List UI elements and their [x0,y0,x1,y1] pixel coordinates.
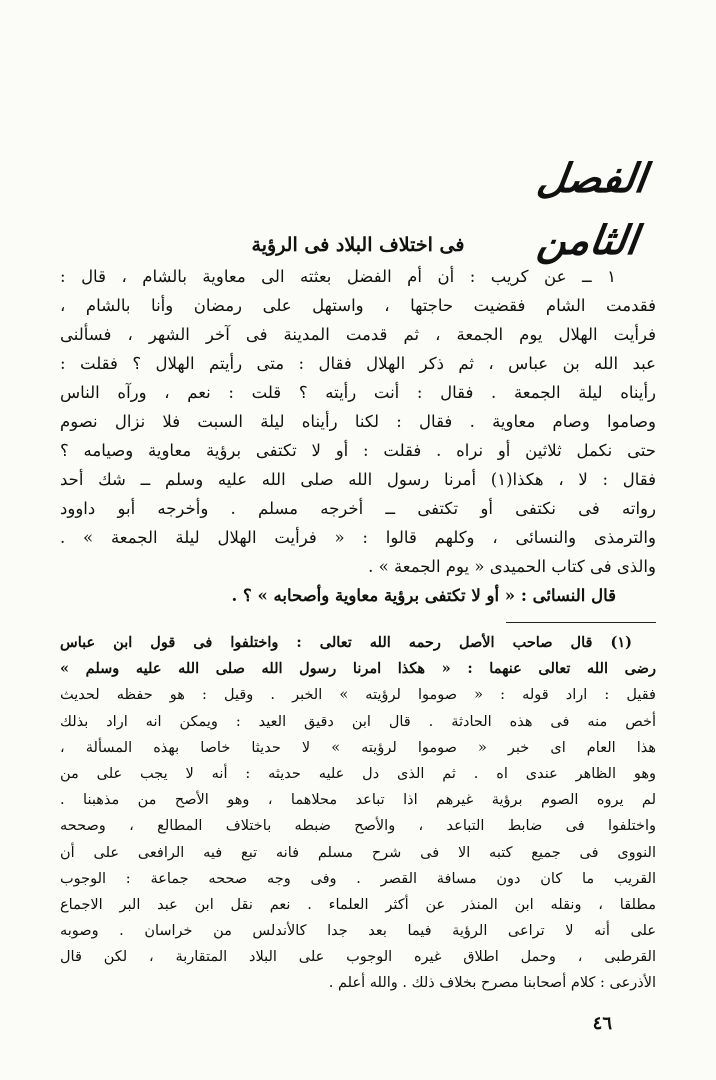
footnote-line: فقيل : اراد قوله : « صوموا لرؤيته » الخبر . وقيل : هو حفظه لحديث [60,687,656,704]
footnote-line: أخص منه فى هذه الحادثة . قال ابن دقيق العيد : ويمكن انه اراد بذلك [60,713,656,730]
footnote-line: هذا العام اى خبر « صوموا لرؤيته » لا حديثا خاصا بهذه المسألة ، [60,739,656,756]
main-text-line: قال النسائى : « أو لا تكتفى برؤية معاوية وأصحابه » ؟ . [231,586,616,605]
main-text-line: فرأيت الهلال يوم الجمعة ، ثم قدمت المدينة فى آخر الشهر ، فسألنى [60,325,656,344]
main-text-line: رأيناه ليلة الجمعة . فقال : أنت رأيته ؟ قلت : نعم ، ورآه الناس [60,383,656,402]
footnote-line: الأذرعى : كلام أصحابنا مصرح بخلاف ذلك . والله أعلم . [328,975,656,992]
footnote-line: مطلقا ، ونقله ابن المنذر عن أكثر العلماء . نعم نقل ابن عبد البر الاجماع [60,896,656,913]
main-text-line: والترمذى والنسائى ، وكلهم قالوا : « فرأيت الهلال ليلة الجمعة » . [60,528,656,547]
main-text-line: وصاموا وصام معاوية . فقال : لكنا رأيناه ليلة السبت فلا نزال نصوم [60,412,656,431]
main-text [60,262,656,610]
main-text-line: عبد الله بن عباس ، ثم ذكر الهلال فقال : متى رأيتم الهلال ؟ فقلت : [60,354,656,373]
footnote-line: وهو الظاهر عندى اه . ثم الذى دل عليه حديثه : أنه لا يجب على من [60,765,656,782]
main-text-line: ١ ــ عن كريب : أن أم الفضل بعثته الى معاوية بالشام ، قال : [60,267,616,286]
main-text-line: رواته فى نكتفى أو تكتفى ــ أخرجه مسلم . وأخرجه أبو داوود [60,499,656,518]
main-text-line: والذى فى كتاب الحميدى « يوم الجمعة » . [368,557,656,576]
footnote-line: القرطبى ، وحمل اطلاق غيره الوجوب على البلاد المتقاربة ، لكن قال [60,949,656,966]
main-text-line: حتى نكمل ثلاثين أو نراه . فقلت : أو لا تكتفى برؤية معاوية وصيامه ؟ [60,441,656,460]
footnote-line: النووى فى جميع كتبه الا فى شرح مسلم فانه تبع فيه الرافعى على أن [60,844,656,861]
section-heading: فى اختلاف البلاد فى الرؤية [251,234,465,256]
page-number: ٤٦ [592,1013,612,1034]
footnote [60,630,656,997]
main-text-line: فقدمت الشام فقضيت حاجتها ، واستهل على رمضان وأنا بالشام ، [60,296,656,315]
footnote-line: (١) قال صاحب الأصل رحمه الله تعالى : واختلفوا فى قول ابن عباس [60,634,632,651]
footnote-divider [506,622,656,623]
footnote-line: رضى الله تعالى عنهما : « هكذا امرنا رسول الله صلى الله عليه وسلم » [60,660,656,678]
footnote-line: لم يروه الصوم برؤية غيرهم اذا تباعد محلاهما ، وهو الأصح من مذهبنا . [60,792,656,809]
footnote-line: على أنه لا تراعى الرؤية فيما بعد جدا كالأندلس من خراسان . وصوبه [60,923,656,940]
chapter-title: الفصل الثامن [534,155,650,264]
main-text-line: فقال : لا ، هكذا(١) أمرنا رسول الله صلى الله عليه وسلم ــ شك أحد [60,470,656,489]
footnote-line: القريب ما كان دون مسافة القصر . وفى وجه صححه جماعة : الوجوب [60,870,656,887]
footnote-line: واختلفوا فى ضابط التباعد ، والأصح ضبطه باختلاف المطالع ، وصححه [60,818,656,835]
